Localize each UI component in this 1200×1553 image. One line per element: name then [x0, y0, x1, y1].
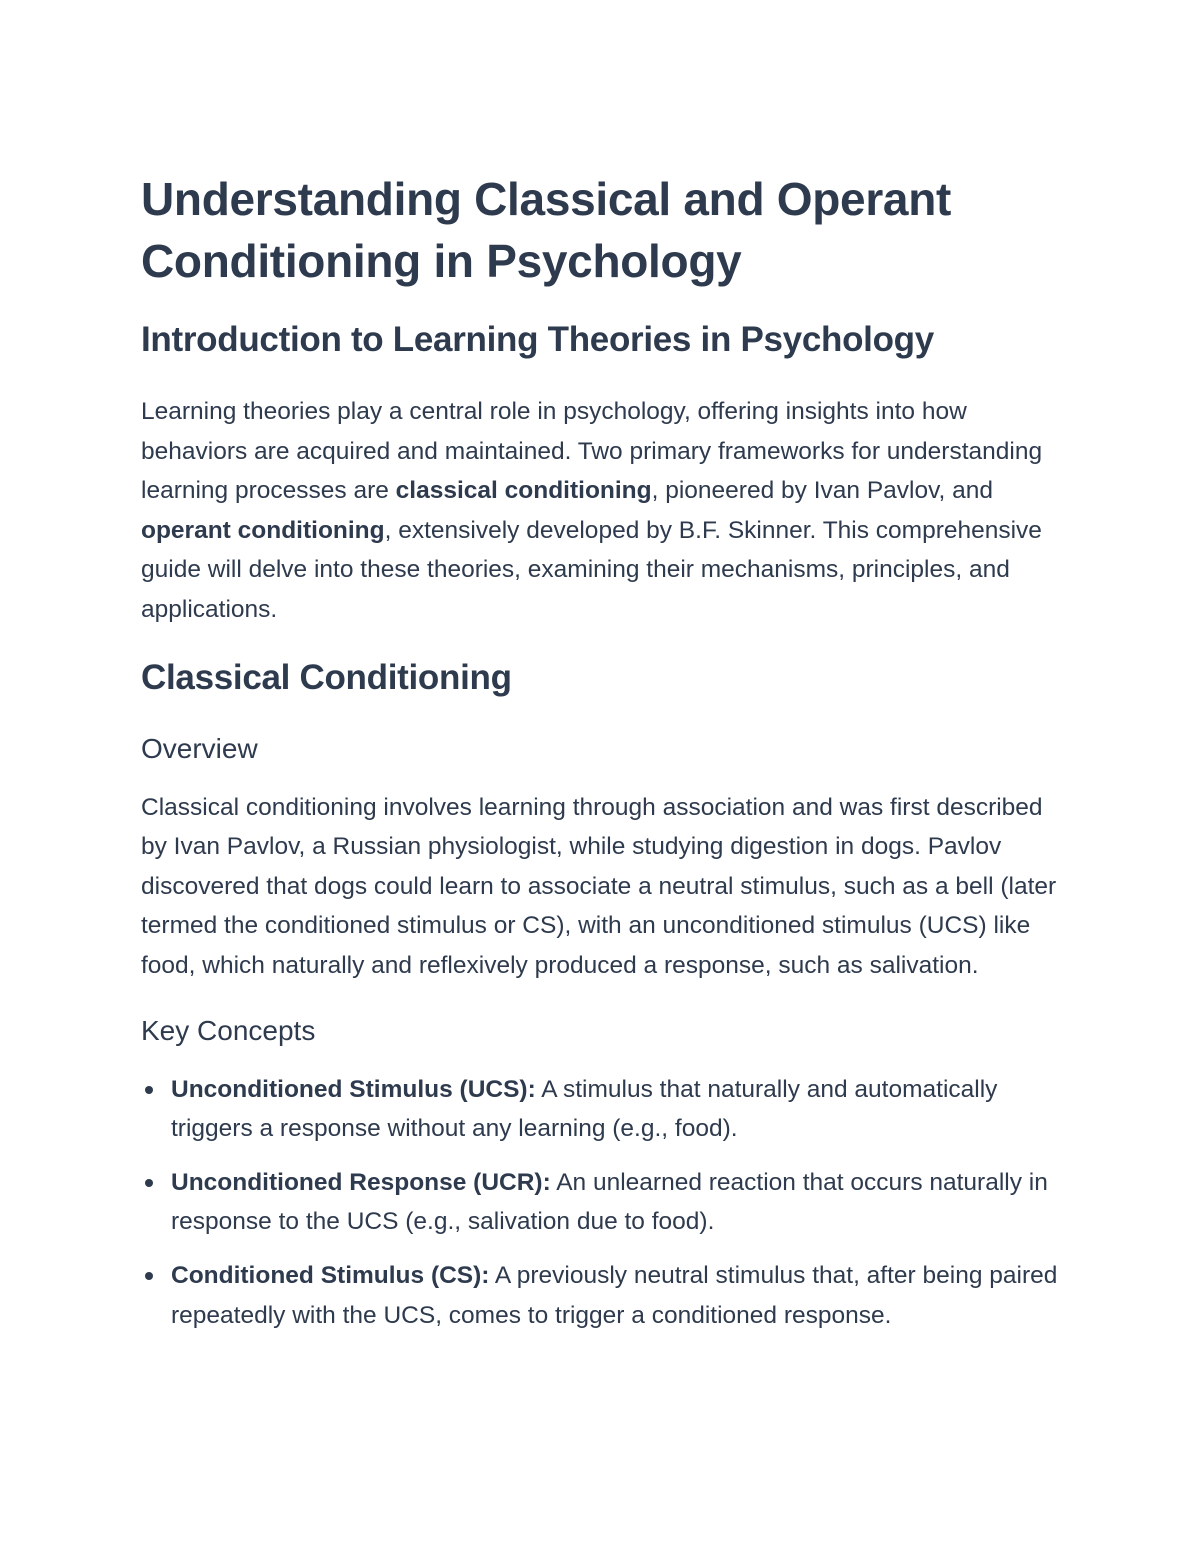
bullet-icon [145, 1086, 153, 1094]
list-item [141, 1163, 1066, 1242]
intro-text-1: Learning theories play a central role in psychology, offering insights into how behaviors are acquired and maintained. Two primary frameworks for understanding learning processes are [141, 398, 1043, 505]
classical-heading: Classical Conditioning [141, 657, 512, 697]
document-title: Understanding Classical and Operant Conditioning in Psychology [141, 173, 952, 287]
bullet-icon [145, 1272, 153, 1280]
concept-term: Conditioned Stimulus (CS): [171, 1261, 490, 1289]
overview-paragraph: Classical conditioning involves learning through association and was first described by Ivan Pavlov, a Russian physiologist, while studying digestion in dogs. Pavlov discovered that dogs could learn to associate a neutral stimulus, such as a bell (later termed the conditioned stimulus or CS), with an unconditioned stimulus (UCS) like food, which naturally and reflexively produced a response, such as salivation. [141, 793, 1057, 979]
key-concepts-list [141, 1070, 1066, 1336]
concept-term: Unconditioned Response (UCR): [171, 1168, 551, 1196]
intro-heading: Introduction to Learning Theories in Psychology [141, 320, 934, 359]
list-item [141, 1256, 1066, 1335]
concept-text: A stimulus that naturally and automatically triggers a response without any learning (e.g., food). [171, 1075, 998, 1143]
list-item [141, 1070, 1066, 1149]
term-operant-conditioning: operant conditioning [141, 516, 385, 544]
document-page [141, 168, 1066, 1349]
key-concepts-heading: Key Concepts [141, 1014, 316, 1046]
intro-text-2: , pioneered by Ivan Pavlov, and [651, 477, 994, 505]
concept-text: A previously neutral stimulus that, after being paired repeatedly with the UCS, comes to trigger a conditioned response. [171, 1261, 1058, 1329]
concept-term: Unconditioned Stimulus (UCS): [171, 1075, 536, 1103]
intro-text-3: , extensively developed by B.F. Skinner. This comprehensive guide will delve into these theories, examining their mechanisms, principles, and applications. [141, 516, 1042, 623]
concept-text: An unlearned reaction that occurs naturally in response to the UCS (e.g., salivation due to food). [171, 1168, 1048, 1236]
bullet-icon [145, 1179, 153, 1187]
intro-paragraph [141, 392, 1066, 630]
term-classical-conditioning: classical conditioning [395, 477, 652, 505]
overview-heading: Overview [141, 732, 258, 764]
